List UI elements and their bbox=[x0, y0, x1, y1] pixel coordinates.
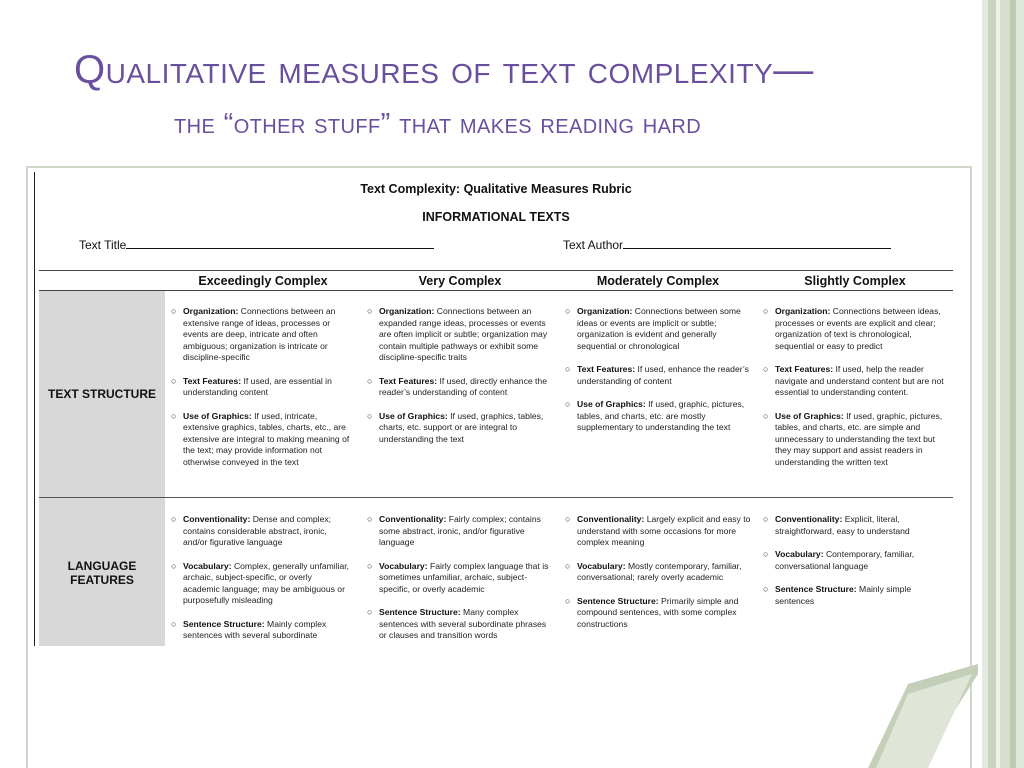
text-title-label: Text Title bbox=[79, 238, 127, 252]
bullet-icon: ○ bbox=[171, 410, 177, 421]
column-header: Moderately Complex bbox=[596, 274, 720, 288]
row-label-text-structure: TEXT STRUCTURE bbox=[39, 291, 165, 497]
bullet-icon: ○ bbox=[565, 306, 571, 316]
page-curl-decoration bbox=[868, 664, 978, 768]
criterion-item: ○ Organization: Connections between an expanded range ideas, processes or events are often implicit or subtle; organization may contain multiple pathways or exhibit some discipline-specific traits bbox=[367, 306, 548, 362]
criterion-item: ○ Vocabulary: Complex, generally unfamiliar, archaic, subject-specific, or overly academic language; may be ambiguous or purposefully misleading bbox=[171, 560, 350, 605]
column-header: Exceedingly Complex bbox=[198, 274, 328, 288]
bullet-icon: ○ bbox=[565, 514, 571, 524]
text-title-field bbox=[79, 238, 434, 252]
rubric-subtitle: INFORMATIONAL TEXTS bbox=[422, 210, 570, 224]
rubric-cell bbox=[171, 514, 351, 646]
column-header: Very Complex bbox=[418, 274, 502, 288]
criterion-item: ○ Conventionality: Largely explicit and easy to understand with some occasions for more complex meaning bbox=[565, 514, 751, 547]
criterion-item: ○ Sentence Structure: Mainly complex sentences with several subordinate bbox=[171, 618, 327, 640]
rubric-cell bbox=[763, 306, 951, 480]
column-header: Slightly Complex bbox=[804, 274, 906, 288]
header-rule-bottom bbox=[39, 290, 953, 291]
bullet-icon: ○ bbox=[367, 514, 373, 524]
bullet-icon: ○ bbox=[367, 607, 373, 617]
criterion-item: ○ Use of Graphics: If used, intricate, extensive graphics, tables, charts, etc., are extensive are integral to making meaning of the text; may provide information not otherwise conveyed in the text bbox=[171, 410, 350, 467]
criterion-item: ○ Use of Graphics: If used, graphic, pictures, tables, and charts, etc. are simple and unnecessary to understanding the text but they may support and assist readers in understanding the written text bbox=[763, 410, 943, 467]
criterion-item: ○ Text Features: If used, are essential in understanding content bbox=[171, 375, 332, 397]
criterion-item: ○ Sentence Structure: Primarily simple and compound sentences, with some complex constructions bbox=[565, 595, 739, 629]
criterion-item: ○ Use of Graphics: If used, graphic, pictures, tables, and charts, etc. are mostly supplementary to understanding the text bbox=[565, 399, 745, 432]
decorative-stripes bbox=[982, 0, 1024, 768]
criterion-item: ○ Organization: Connections between some ideas or events are implicit or subtle; organization is evident and generally sequential or chronological bbox=[565, 306, 741, 351]
bullet-icon: ○ bbox=[367, 306, 373, 316]
bullet-icon: ○ bbox=[565, 560, 571, 571]
rubric-title: Text Complexity: Qualitative Measures Rubric bbox=[360, 182, 632, 196]
bullet-icon: ○ bbox=[367, 410, 373, 421]
bullet-icon: ○ bbox=[171, 306, 177, 316]
criterion-item: ○ Text Features: If used, directly enhance the reader’s understanding of content bbox=[367, 375, 547, 397]
text-author-label: Text Author bbox=[563, 238, 624, 252]
bullet-icon: ○ bbox=[763, 549, 769, 559]
criterion-item: ○ Vocabulary: Fairly complex language that is sometimes unfamiliar, archaic, subject-specific, or overly academic bbox=[367, 560, 549, 594]
criterion-item: ○ Vocabulary: Mostly contemporary, familiar, conversational; rarely overly academic bbox=[565, 560, 742, 582]
text-author-field bbox=[563, 238, 891, 252]
rubric-document bbox=[34, 172, 957, 646]
slide-subtitle: the “other stuff” that makes reading hard bbox=[174, 108, 702, 140]
criterion-item: ○ Use of Graphics: If used, graphics, tables, charts, etc. support or are integral to understanding the text bbox=[367, 410, 544, 444]
criterion-item: ○ Organization: Connections between an extensive range of ideas, processes or events are deep, intricate and often ambiguous; organization is intricate or discipline-specific bbox=[171, 306, 336, 362]
bullet-icon: ○ bbox=[565, 399, 571, 409]
row-label-language-features: LANGUAGE FEATURES bbox=[39, 498, 165, 646]
rubric-cell bbox=[367, 514, 555, 646]
header-rule-top bbox=[39, 270, 953, 271]
bullet-icon: ○ bbox=[763, 514, 769, 524]
rubric-cell bbox=[367, 306, 555, 457]
rubric-cell bbox=[565, 514, 753, 642]
bullet-icon: ○ bbox=[367, 560, 373, 571]
rubric-cell bbox=[171, 306, 351, 480]
bullet-icon: ○ bbox=[763, 364, 769, 374]
row-separator bbox=[39, 497, 953, 498]
slide-title: Qualitative measures of text complexity— bbox=[74, 48, 814, 92]
bullet-icon: ○ bbox=[763, 306, 769, 316]
criterion-item: ○ Conventionality: Dense and complex; contains considerable abstract, ironic, and/or figurative language bbox=[171, 514, 332, 547]
criterion-item: ○ Conventionality: Explicit, literal, straightforward, easy to understand bbox=[763, 514, 910, 536]
bullet-icon: ○ bbox=[565, 364, 571, 374]
bullet-icon: ○ bbox=[367, 375, 373, 386]
text-title-line bbox=[126, 238, 434, 249]
criterion-item: ○ Sentence Structure: Many complex sentences with several subordinate phrases or clauses and transition words bbox=[367, 607, 547, 640]
text-author-line bbox=[623, 238, 891, 249]
bullet-icon: ○ bbox=[171, 618, 177, 629]
rubric-cell bbox=[565, 306, 753, 446]
bullet-icon: ○ bbox=[763, 584, 769, 594]
bullet-icon: ○ bbox=[171, 560, 177, 571]
criterion-item: ○ Text Features: If used, help the reader navigate and understand content but are not essential to understanding content. bbox=[763, 364, 944, 397]
bullet-icon: ○ bbox=[565, 595, 571, 606]
criterion-item: ○ Text Features: If used, enhance the reader’s understanding of content bbox=[565, 364, 749, 386]
bullet-icon: ○ bbox=[763, 410, 769, 421]
rubric-cell bbox=[763, 514, 951, 619]
criterion-item: ○ Organization: Connections between ideas, processes or events are explicit and clear; organization of text is chronological, sequential or easy to predict bbox=[763, 306, 941, 351]
bullet-icon: ○ bbox=[171, 375, 177, 386]
criterion-item: ○ Sentence Structure: Mainly simple sentences bbox=[763, 584, 912, 606]
criterion-item: ○ Vocabulary: Contemporary, familiar, conversational language bbox=[763, 549, 915, 571]
criterion-item: ○ Conventionality: Fairly complex; contains some abstract, ironic, and/or figurative language bbox=[367, 514, 541, 547]
bullet-icon: ○ bbox=[171, 514, 177, 524]
